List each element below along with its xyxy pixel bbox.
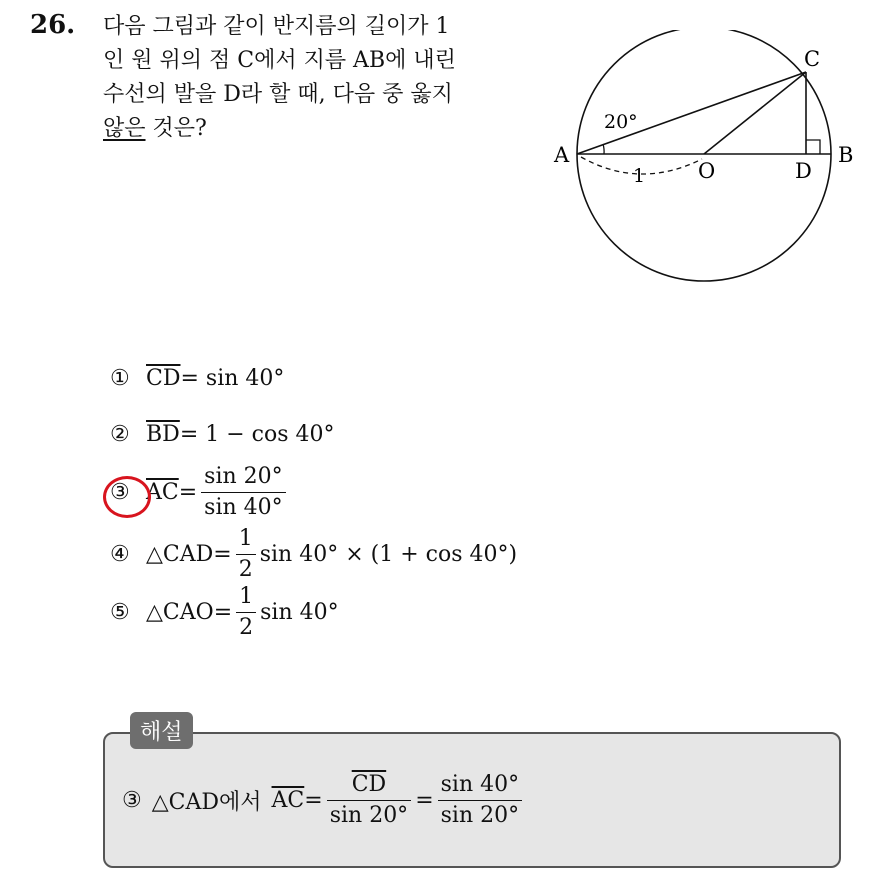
question-line-4 — [103, 112, 533, 146]
fraction-denominator: sin 20° — [327, 800, 411, 831]
choice-expression: = sin 40° — [180, 366, 285, 391]
choice-lhs: △CAO — [146, 600, 214, 625]
question-number: 26. — [30, 10, 76, 40]
label-b: B — [838, 143, 854, 167]
fraction — [201, 462, 285, 523]
red-circle-mark — [103, 476, 151, 518]
fraction-denominator: sin 20° — [438, 800, 522, 831]
label-radius: 1 — [633, 165, 646, 187]
choice-number: ② — [110, 422, 130, 447]
choice-equals: = — [213, 600, 233, 625]
fraction-denominator: 2 — [236, 554, 256, 585]
choice-1[interactable] — [110, 366, 284, 391]
question-line-2: 인 원 위의 점 C에서 지름 AB에 내린 — [103, 48, 456, 73]
fraction-numerator: sin 40° — [440, 772, 520, 797]
choice-lhs: $\overline{AC}$ — [146, 480, 179, 505]
circle — [577, 30, 831, 281]
choice-number: ⑤ — [110, 600, 130, 625]
question-line-3: 수선의 발을 D라 할 때, 다음 중 옳지 — [103, 82, 453, 107]
solution-equals-2: = — [415, 788, 434, 813]
right-angle-mark — [806, 140, 820, 154]
circle-diagram — [548, 30, 868, 295]
fraction — [236, 582, 256, 643]
solution-lhs: $\overline{AC}$ — [271, 788, 305, 813]
choice-tail: sin 40° — [260, 600, 339, 625]
fraction-numerator: sin 20° — [204, 464, 283, 489]
choice-lhs: △CAD — [146, 542, 214, 567]
solution-tag: 해설 — [130, 712, 193, 749]
label-c: C — [804, 47, 821, 71]
radius-oc — [704, 72, 806, 154]
solution-fraction-1 — [327, 770, 411, 831]
underlined-word: 않은 — [103, 116, 146, 141]
choice-5[interactable] — [110, 582, 339, 643]
question-text — [103, 10, 533, 146]
choice-number-text: ③ — [110, 480, 130, 505]
fraction-denominator: sin 40° — [201, 492, 285, 523]
choice-number: ④ — [110, 542, 130, 567]
choice-4[interactable] — [110, 524, 517, 585]
fraction-numerator: 1 — [238, 526, 253, 551]
choice-equals: = — [213, 542, 232, 567]
fraction-numerator: 1 — [239, 584, 254, 609]
question-line-4-rest: 것은? — [145, 116, 207, 141]
question-line-1: 다음 그림과 같이 반지름의 길이가 1 — [103, 14, 450, 39]
choice-number: ① — [110, 366, 130, 391]
choice-lhs: $\overline{BD}$ — [146, 422, 180, 447]
choice-3[interactable] — [110, 462, 290, 523]
solution-line — [122, 770, 526, 831]
fraction — [236, 524, 256, 585]
fraction-numerator: $\overline{CD}$ — [351, 772, 387, 797]
label-angle: 20° — [604, 111, 638, 133]
fraction-denominator: 2 — [236, 612, 256, 643]
solution-text: △CAD에서 — [151, 790, 262, 815]
choice-2[interactable] — [110, 422, 335, 447]
label-d: D — [795, 159, 812, 183]
choice-number — [110, 480, 146, 505]
angle-arc — [603, 144, 604, 154]
solution-fraction-2 — [438, 770, 522, 831]
choice-expression: = 1 − cos 40° — [179, 422, 335, 447]
label-o: O — [698, 159, 716, 183]
solution-number: ③ — [122, 788, 142, 813]
choice-lhs: $\overline{CD}$ — [146, 366, 181, 391]
solution-equals-1: = — [304, 788, 323, 813]
choice-tail: sin 40° × (1 + cos 40°) — [259, 542, 518, 567]
choice-equals: = — [178, 480, 198, 505]
label-a: A — [554, 143, 570, 167]
